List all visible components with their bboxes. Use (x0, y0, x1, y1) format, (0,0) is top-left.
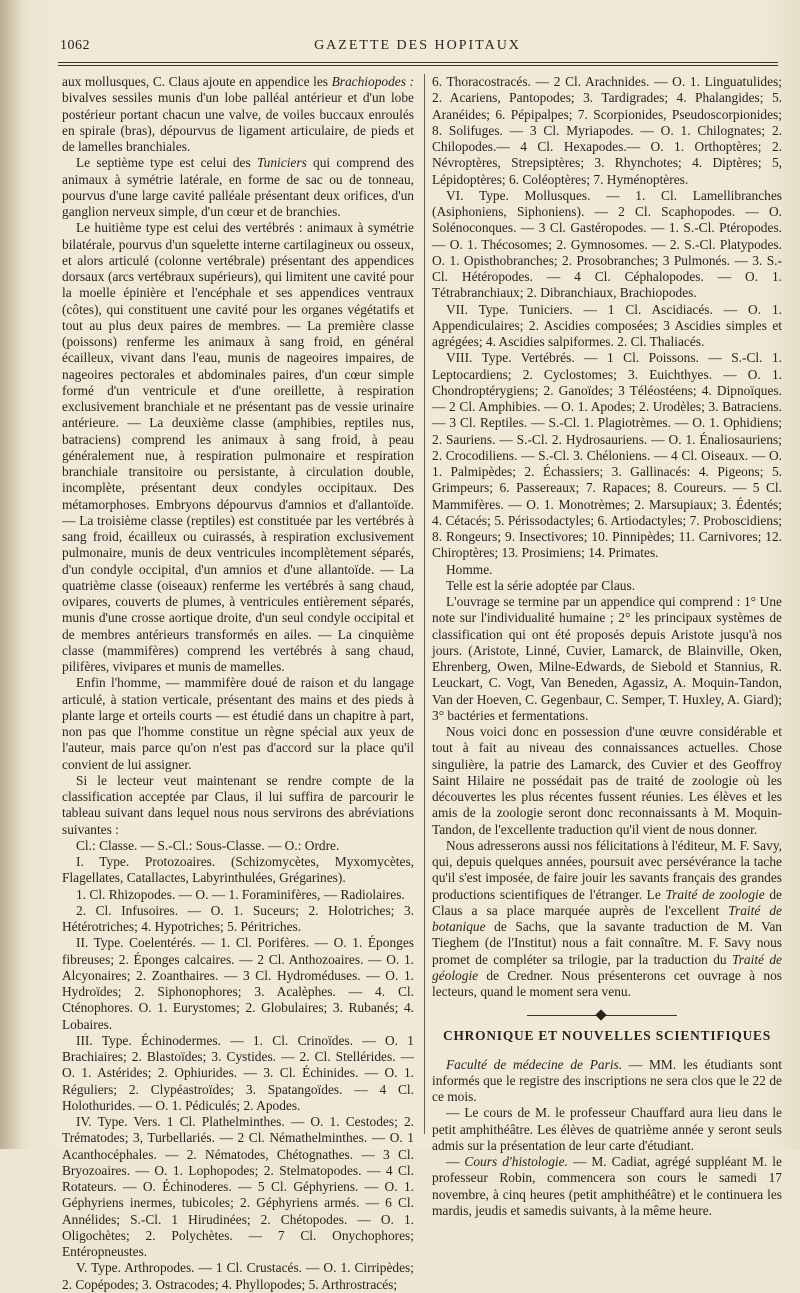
journal-title: GAZETTE DES HOPITAUX (314, 38, 521, 53)
taxonomy-entry: II. Type. Coelentérés. — 1. Cl. Porifères. — O. 1. Éponges fibreuses; 2. Éponges calcaires. — 2 Cl. Anthozoaires. — O. 1. Alcyonaires; 2. Zoanthaires. — 3 Cl. Hydroméduses. — O. 1. Hydroïdes; 2. Siphonophores; 3. Acalèphes. — 4. Cl. Cténophores. O. 1. Eurystomes; 2. Globulaires; 3. Rubanés; 4. Lobaires. (62, 935, 414, 1032)
taxonomy-entry: I. Type. Protozoaires. (Schizomycètes, Myxomycètes, Flagellates, Catallactes, Labyrinthulées, Grégarines). (62, 854, 414, 886)
taxonomy-entry: VIII. Type. Vertébrés. — 1 Cl. Poissons. — S.-Cl. 1. Leptocardiens; 2. Cyclostomes; 3. Euichthyes. — O. 1. Chondroptérygiens; 2. Ganoïdes; 3 Téléostéens; 4. Dipnoïques. — 2 Cl. Amphibies. — O. 1. Apodes; 2. Urodèles; 3. Batraciens. — 3 Cl. Reptiles. — S.-Cl. 1. Plagiotrèmes. — O. 1. Ophidiens; 2. Sauriens. — S.-Cl. 2. Hydrosauriens. — O. 1. Énaliosauriens; 2. Crocodiliens. — S.-Cl. 3. Chéloniens. — 4 Cl. Oiseaux. — O. 1. Palmipèdes; 2. Échassiers; 3. Gallinacés: 4. Pigeons; 5. Grimpeurs; 6. Passereaux; 7. Rapaces; 8. Coureurs. — 5 Cl. Mammifères. — O. 1. Monotrèmes; 2. Marsupiaux; 3. Édentés; 4. Cétacés; 5. Périssodactyles; 6. Artiodactyles; 7. Proboscidiens; 8. Rongeurs; 9. Insectivores; 10. Pinnipèdes; 11. Carnivores; 12. Chiroptères; 13. Prosimiens; 14. Primates. (432, 350, 782, 561)
taxonomy-entry: Homme. (446, 561, 493, 577)
paragraph: aux mollusques, C. Claus ajoute en appendice les Brachiopodes : bivalves sessiles munis d'un lobe palléal antérieur et d'un lobe postérieur portant chacun une valve, de voiles buccaux enroulés en spirale (bras), dépourvus de ligament articulaire, de pieds et de lamelles branchiales. (62, 74, 414, 154)
left-column (62, 74, 414, 1293)
abbreviations-line: Cl.: Classe. — S.-Cl.: Sous-Classe. — O.: Ordre. (76, 837, 340, 853)
paragraph: Enfin l'homme, — mammifère doué de raison et du langage articulé, à station verticale, présentant des mains et des pieds à plante large et orteils courts — est étudié dans un chapitre à part, non pas que l'homme constitue un règne spécial aux yeux de l'auteur, mais parce qu'on n'est pas d'accord sur la place qu'il convient de lui assigner. (62, 675, 414, 772)
taxonomy-entry: 6. Thoracostracés. — 2 Cl. Arachnides. — O. 1. Linguatulides; 2. Acariens, Pantopodes; 3. Tardigrades; 4. Phalangides; 5. Aranéides; 6. Pépipalpes; 7. Scorpionides, Pseudoscorpionides; 8. Solifuges. — 3 Cl. Myriapodes. — O. 1. Chilognates; 2. Chilopodes.— 4 Cl. Hexapodes.— O. 1. Orthoptères; 2. Névroptères, Strepsiptères; 3. Rhynchotes; 4. Diptères; 5, Lépidoptères; 6. Coléoptères; 7. Hyménoptères. (432, 74, 782, 187)
paragraph: Si le lecteur veut maintenant se rendre compte de la classification acceptée par Claus, il lui suffira de parcourir le tableau suivant dans lequel nous nous servirons des abréviations suivantes : (62, 772, 414, 837)
paragraph: Le huitième type est celui des vertébrés : animaux à symétrie bilatérale, pourvus d'un squelette interne cartilagineux ou osseux, et alors articulé (colonne vertébrale) présentant des appendices dorsaux (arcs vertébraux supérieurs), qui limitent une cavité pour la moelle épinière et l'encéphale et ses appendices ventraux (côtes), qui constituent une cavité pour les organes végétatifs et tout au plus deux paires de membres. — La première classe (poissons) renferme les animaux à sang froid, en général écailleux, vivant dans l'eau, munis de nageoires impaires, de nageoires pectorales et abdominales paires, d'un cœur simple formé d'un ventricule et d'une oreillette, à respiration exclusivement branchiale et ne présentant pas de vessie urinaire antérieure. — La deuxième classe (amphibies, reptiles nus, batraciens) comprend les animaux à sang froid, à peau généralement nue, à respiration pulmonaire et respiration branchiale transitoire ou persistante, à circulation double, incomplète, présentant deux condyles occipitaux. Des métamorphoses. Embryons dépourvus d'amnios et d'allantoïde. — La troisième classe (reptiles) est constituée par les vertébrés à sang froid, écailleux ou cuirassés, à respiration exclusivement pulmonaire, munis de deux ventricules incomplètement séparés, d'un condyle occipital, d'un amnios et d'une allantoïde. — La quatrième classe (oiseaux) renferme les vertébrés à sang chaud, ovipares, couverts de plumes, à ventricules entièrement séparés, munis d'une crosse aortique droite, d'un seul condyle occipital et de membres antérieurs transformés en ailes. — La cinquième classe (mammifères) comprend les vertébrés à sang chaud, pilifères, vivipares et munis de mamelles. (62, 220, 414, 674)
section-divider-ornament (432, 1012, 782, 1020)
paragraph: Nous adresserons aussi nos félicitations à l'éditeur, M. F. Savy, qui, depuis quelques années, poursuit avec persévérance la tache qu'il s'est imposée, de faire jouir les savants français des grandes productions scientifiques de l'étranger. Le Traité de zoologie de Claus a sa place marquée auprès de l'excellent Traité de botanique de Sachs, que la savante traduction de M. Van Tieghem (de l'Institut) nous a fait connaître. M. F. Savy nous promet de compléter sa trilogie, par la traduction du Traité de géologie de Credner. Nous présenterons cet ouvrage à nos lecteurs, quand le moment sera venu. (432, 837, 782, 999)
header-rule-double (58, 65, 778, 66)
header-rule (58, 62, 778, 63)
taxonomy-entry: V. Type. Arthropodes. — 1 Cl. Crustacés. — O. 1. Cirripèdes; 2. Copépodes; 3. Ostracodes; 4. Phyllopodes; 5. Arthrostracés; (62, 1260, 414, 1292)
taxonomy-entry: VI. Type. Mollusques. — 1. Cl. Lamellibranches (Asiphoniens, Siphoniens). — 2 Cl. Scaphopodes. — O. Solénoconques. — 3 Cl. Gastéropodes. — 1. S.-Cl. Ptéropodes. — O. 1. Thécosomes; 2. Gymnosomes. — 2. S.-Cl. Platypodes. O. 1. Opisthobranches; 2. Prosobranches; 3 Pulmonés. — 3. S.-Cl. Hétéropodes. — 4 Cl. Céphalopodes. — O. 1. Tétrabranchiaux; 2. Dibranchiaux, Brachiopodes. (432, 187, 782, 301)
paragraph: Le septième type est celui des Tuniciers qui comprend des animaux à symétrie latérale, en forme de sac ou de tonneau, pourvus d'une large cavité palléale présentant deux orifices, d'un ganglion nerveux simple, d'un cœur et de branchies. (62, 155, 415, 219)
taxonomy-entry: 1. Cl. Rhizopodes. — O. — 1. Foraminifères, — Radiolaires. (76, 886, 405, 902)
column-separator (424, 74, 425, 1134)
taxonomy-entry: IV. Type. Vers. 1 Cl. Plathelminthes. — O. 1. Cestodes; 2. Trématodes; 3, Turbellariés. — 2 Cl. Némathelminthes. — O. 1 Acanthocéphales. — 2. Nématodes, Chétognathes. — 3 Cl. Bryozoaires. — O. 1. Lophopodes; 2. Stelmatopodes. — 4 Cl. Rotateurs. — O. Échinoderes. — 5 Cl. Géphyriens. — O. 1. Géphyriens inermes, tubicoles; 2. Géphyriens armés. — 6 Cl. Annélides; S.-Cl. 1 Hirudinées; 2. Chétopodes. — O. 1. Oligochètes; 2. Polychètes. — 7 Cl. Onychophores; Entéropneustes. (62, 1114, 414, 1259)
paragraph: Nous voici donc en possession d'une œuvre considérable et tout à fait au niveau des connaissances actuelles. Chose singulière, la patrie des Lamarck, des Cuvier et des Geoffroy Saint Hilaire ne possédait pas de traité de zoologie où les découvertes les plus récentes fussent réunies. Les élèves et les amis de la zoologie seront donc reconnaissants à M. Moquin-Tandon, de l'excellente traduction qu'il vient de nous donner. (432, 724, 782, 837)
paragraph: — Cours d'histologie. — M. Cadiat, agrégé suppléant M. le professeur Robin, commencera son cours le samedi 17 novembre, à cinq heures (petit amphithéâtre) et le continuera les mardis, jeudis et samedis suivants, à la même heure. (432, 1154, 782, 1218)
page-spine-shadow (0, 0, 22, 1149)
paragraph: Telle est la série adoptée par Claus. (446, 577, 636, 593)
right-column (432, 74, 782, 1219)
taxonomy-entry: VII. Type. Tuniciers. — 1 Cl. Ascidiacés. — O. 1. Appendiculaires; 2. Ascidies composées; 3 Ascidies simples et agrégées; 4. Ascidies salpiformes. 2. Cl. Thaliacés. (432, 301, 782, 349)
page-number: 1062 (60, 38, 90, 53)
page-header (60, 38, 775, 60)
taxonomy-entry: 2. Cl. Infusoires. — O. 1. Suceurs; 2. Holotriches; 3. Hétérotriches; 4. Hypotriches; 5. Péritriches. (62, 902, 414, 934)
paragraph: — Le cours de M. le professeur Chauffard aura lieu dans le petit amphithéâtre. Les élèves de quatrième année y seront seuls admis sur la présentation de leur carte d'étudiant. (432, 1105, 782, 1153)
paragraph: Faculté de médecine de Paris. — MM. les étudiants sont informés que le registre des inscriptions ne sera clos que le 22 de ce mois. (432, 1056, 782, 1104)
diamond-ornament-icon (595, 1010, 606, 1021)
section-title: CHRONIQUE ET NOUVELLES SCIENTIFIQUES (442, 1028, 772, 1044)
paragraph: L'ouvrage se termine par un appendice qui comprend : 1° Une note sur l'individualité humaine ; 2° les principaux systèmes de classification qui ont été proposés depuis Aristote jusqu'à nos jours. (Aristote, Linné, Cuvier, Lamarck, de Blainville, Oken, Ehrenberg, Owen, Milne-Edwards, de Siebold et Stannius, R. Leuckart, C. Vogt, Van Beneden, Agassiz, A. Moquin-Tandon, Van der Hoeven, C. Gegenbaur, C. Semper, T. Huxley, A. Giard); 3° bactéries et fermentations. (432, 594, 782, 723)
taxonomy-entry: III. Type. Échinodermes. — 1. Cl. Crinoïdes. — O. 1 Brachiaires; 2. Blastoïdes; 3. Cystides. — 2. Cl. Stellérides. — O. 1. Astérides; 2. Ophiurides. — 3. Cl. Échinides. — O. 1. Réguliers; 2. Clypéastroïdes; 3. Spatangoïdes. — 4 Cl. Holothurides. — O. 1. Pédiculés; 2. Apodes. (62, 1032, 414, 1113)
